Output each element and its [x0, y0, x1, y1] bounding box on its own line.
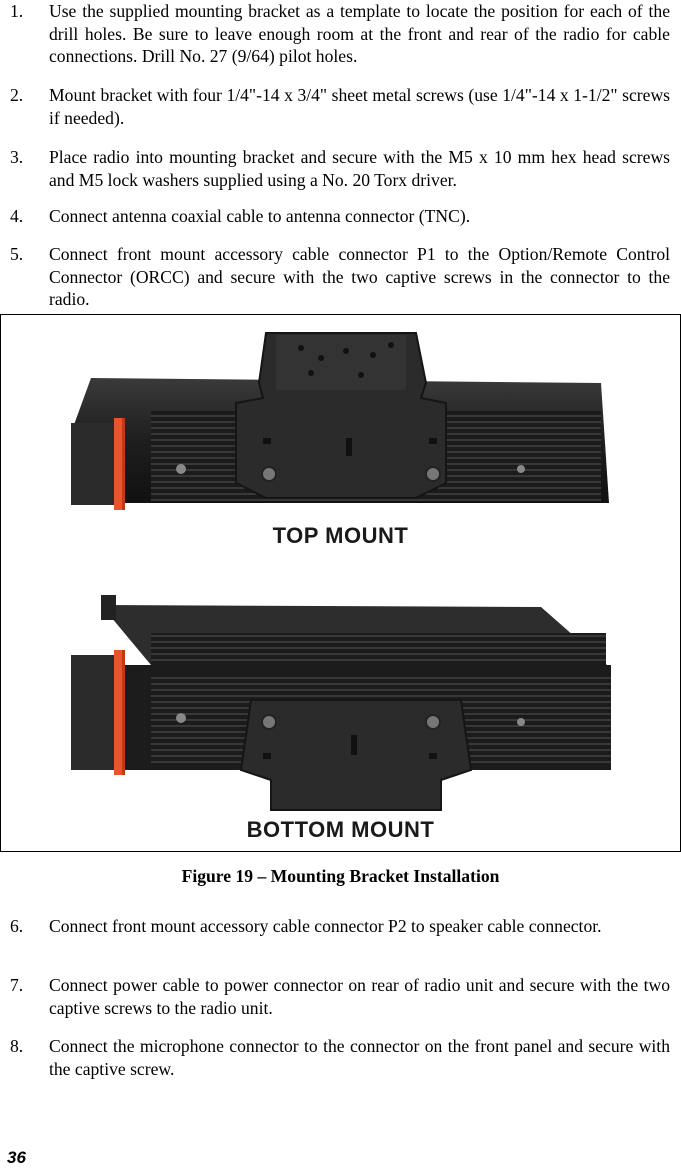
step-number: 2.	[10, 85, 24, 105]
step-text: Connect antenna coaxial cable to antenna connector (TNC).	[49, 206, 471, 226]
step-text: Connect power cable to power connector on rear of radio unit and secure with the two captive screws to the radio unit.	[49, 975, 670, 1018]
figure-caption: Figure 19 – Mounting Bracket Installation	[181, 866, 500, 886]
step-7	[10, 974, 670, 1019]
top-mount-photo	[1, 323, 680, 523]
step-number: 4.	[10, 206, 24, 226]
step-8	[10, 1035, 670, 1080]
step-5	[10, 243, 670, 311]
bottom-mount-photo	[1, 585, 680, 815]
step-6	[10, 915, 670, 938]
step-text: Use the supplied mounting bracket as a template to locate the position for each of the drill holes. Be sure to leave enough room at the front and rear of the radio for cable connections. Drill No. 27 (9/64) pilot holes.	[49, 1, 670, 66]
step-text: Connect front mount accessory cable connector P2 to speaker cable connector.	[49, 916, 602, 936]
step-number: 7.	[10, 975, 24, 995]
step-text: Place radio into mounting bracket and secure with the M5 x 10 mm hex head screws and M5 lock washers supplied using a No. 20 Torx driver.	[49, 147, 670, 190]
step-3	[10, 146, 670, 191]
step-text: Mount bracket with four 1/4"-14 x 3/4" sheet metal screws (use 1/4"-14 x 1-1/2" screws if needed).	[49, 85, 670, 128]
bottom-mount-label: BOTTOM MOUNT	[246, 817, 435, 842]
step-number: 5.	[10, 244, 24, 264]
step-2	[10, 84, 670, 129]
step-text: Connect the microphone connector to the connector on the front panel and secure with the captive screw.	[49, 1036, 670, 1079]
step-number: 3.	[10, 147, 24, 167]
page-number: 36	[7, 1148, 26, 1167]
step-1	[10, 0, 670, 68]
top-mount-label: TOP MOUNT	[272, 523, 409, 548]
step-number: 1.	[10, 1, 24, 21]
step-text: Connect front mount accessory cable connector P1 to the Option/Remote Control Connector (ORCC) and secure with the two captive screws in the connector to the radio.	[49, 244, 670, 309]
step-number: 6.	[10, 916, 24, 936]
step-4	[10, 205, 670, 228]
mounting-bracket-figure	[0, 314, 681, 852]
step-number: 8.	[10, 1036, 24, 1056]
